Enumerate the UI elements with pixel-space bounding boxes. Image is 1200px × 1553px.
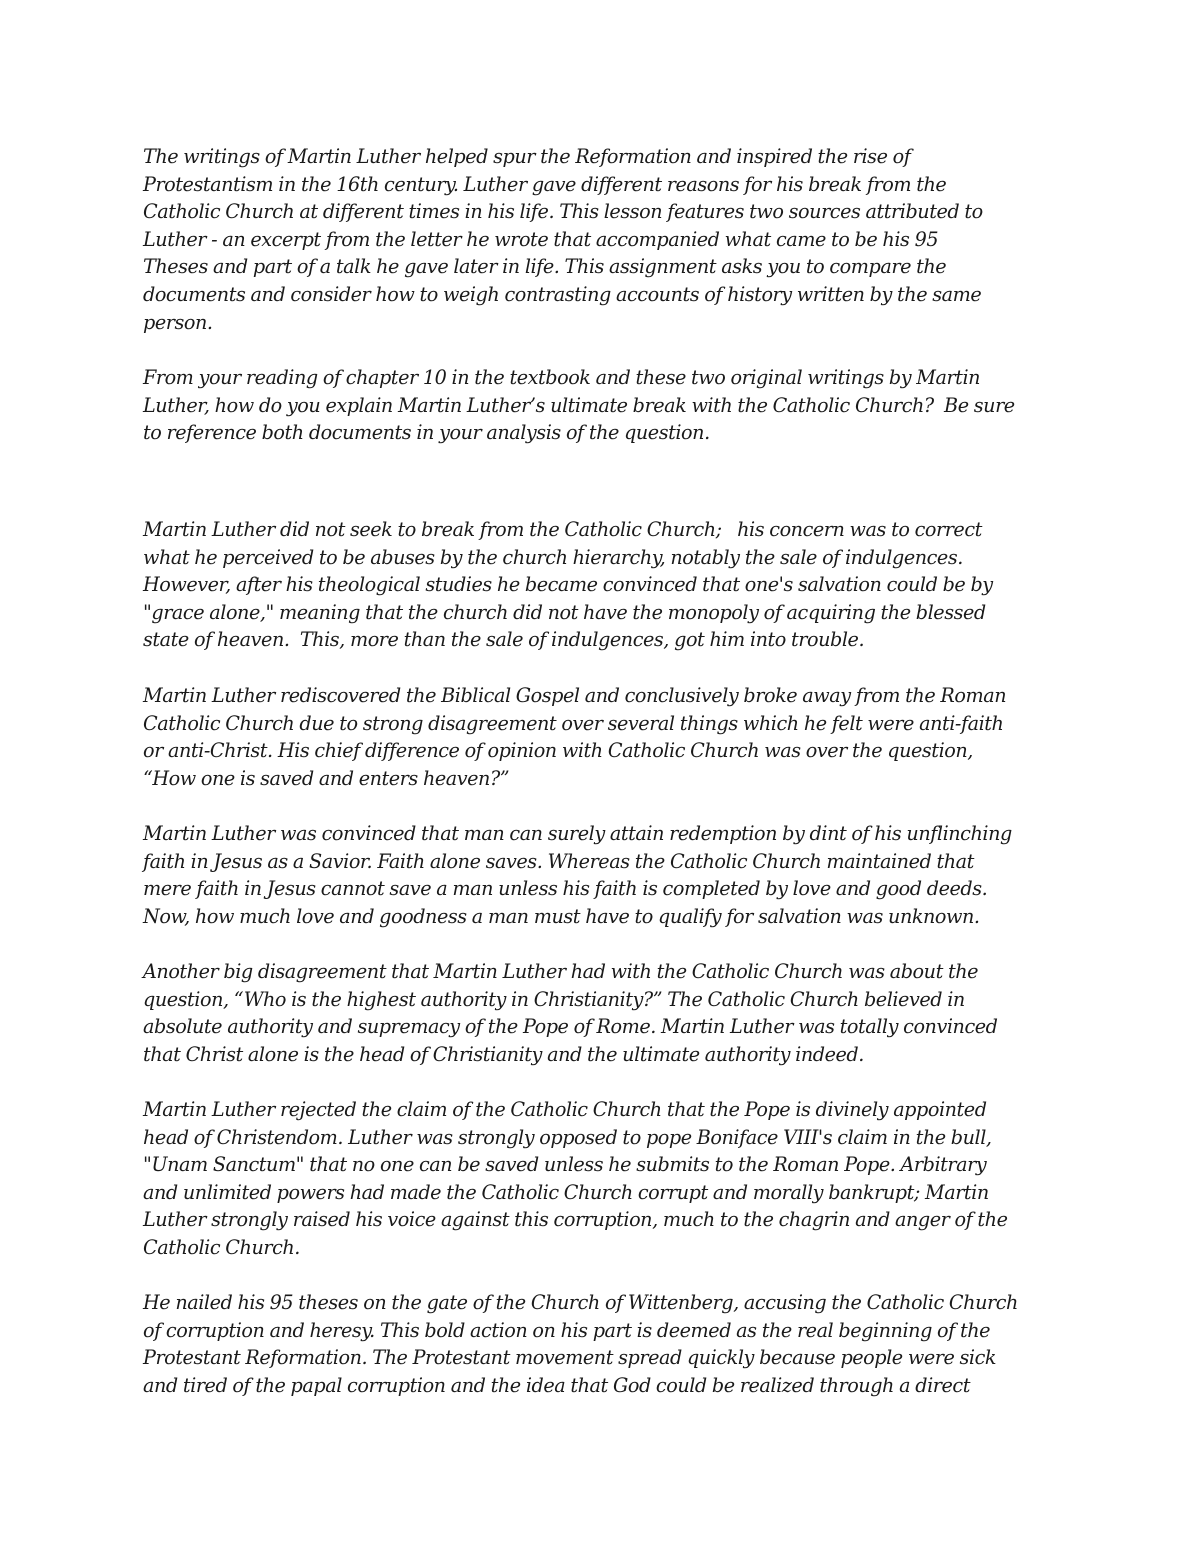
text-line: From your reading of chapter 10 in the textbook and these two original writings by Martin: [143, 366, 981, 389]
text-line: Luther - an excerpt from the letter he wrote that accompanied what came to be his 95: [143, 227, 939, 251]
text-line: and unlimited powers had made the Catholic Church corrupt and morally bankrupt; Martin: [143, 1180, 989, 1204]
answer-paragraph-4: [143, 958, 1063, 1068]
answer-paragraph-2: [143, 682, 1063, 792]
text-line: Protestantism in the 16th century. Luther gave different reasons for his break from the: [143, 172, 947, 196]
assignment-question-paragraph: [143, 364, 1063, 447]
text-line: faith in Jesus as a Savior. Faith alone saves. Whereas the Catholic Church maintained that: [143, 849, 974, 873]
text-line: question, “Who is the highest authority in Christianity?” The Catholic Church believed in: [143, 987, 965, 1011]
text-line: However, after his theological studies he became convinced that one's salvation could be by: [143, 573, 993, 597]
text-line: "grace alone," meaning that the church did not have the monopoly of acquiring the blessed: [143, 600, 986, 624]
text-line: that Christ alone is the head of Christianity and the ultimate authority indeed.: [143, 1042, 864, 1066]
text-line: Martin Luther rediscovered the Biblical Gospel and conclusively broke away from the Roman: [143, 684, 1007, 707]
text-line: “How one is saved and enters heaven?”: [143, 766, 510, 790]
text-line: or anti-Christ. His chief difference of opinion with Catholic Church was over the question,: [143, 739, 973, 763]
text-line: documents and consider how to weigh contrasting accounts of history written by the same: [143, 282, 982, 306]
text-line: to reference both documents in your analysis of the question.: [143, 421, 710, 445]
text-line: Theses and part of a talk he gave later in life. This assignment asks you to compare the: [143, 255, 947, 279]
text-line: of corruption and heresy. This bold action on his part is deemed as the real beginning of the: [143, 1318, 991, 1342]
text-line: state of heaven. This, more than the sale of indulgences, got him into trouble.: [143, 628, 865, 652]
text-line: Protestant Reformation. The Protestant movement spread quickly because people were sick: [143, 1346, 997, 1370]
text-line: Luther strongly raised his voice against this corruption, much to the chagrin and anger of the: [143, 1208, 1008, 1232]
text-line: He nailed his 95 theses on the gate of the Church of Wittenberg, accusing the Catholic Church: [143, 1291, 1018, 1314]
text-line: Another big disagreement that Martin Luther had with the Catholic Church was about the: [143, 960, 979, 983]
answer-paragraph-3: [143, 820, 1063, 930]
text-line: Catholic Church at different times in his life. This lesson features two sources attributed to: [143, 200, 983, 224]
text-line: "Unam Sanctum" that no one can be saved unless he submits to the Roman Pope. Arbitrary: [143, 1153, 987, 1177]
text-line: person.: [143, 310, 213, 334]
answer-paragraph-5: [143, 1096, 1063, 1262]
text-line: what he perceived to be abuses by the church hierarchy, notably the sale of indulgences.: [143, 545, 963, 569]
text-line: The writings of Martin Luther helped spur the Reformation and inspired the rise of: [143, 145, 911, 168]
answer-paragraph-6: [143, 1289, 1063, 1399]
text-line: Martin Luther was convinced that man can surely attain redemption by dint of his unflinching: [143, 822, 1012, 845]
answer-paragraph-1: [143, 516, 1063, 654]
assignment-intro-paragraph: [143, 143, 1063, 336]
text-line: Luther, how do you explain Martin Luther’s ultimate break with the Catholic Church? Be sure: [143, 393, 1015, 417]
text-line: Now, how much love and goodness a man must have to qualify for salvation was unknown.: [143, 904, 980, 928]
text-line: and tired of the papal corruption and the idea that God could be realized through a direct: [143, 1373, 970, 1397]
text-line: Martin Luther rejected the claim of the Catholic Church that the Pope is divinely appointed: [143, 1098, 987, 1121]
text-line: mere faith in Jesus cannot save a man unless his faith is completed by love and good deeds.: [143, 877, 988, 901]
text-line: head of Christendom. Luther was strongly opposed to pope Boniface VIII's claim in the bull,: [143, 1125, 992, 1149]
text-line: Martin Luther did not seek to break from the Catholic Church; his concern was to correct: [143, 518, 982, 541]
text-line: Catholic Church.: [143, 1235, 300, 1259]
text-line: Catholic Church due to strong disagreement over several things which he felt were anti-faith: [143, 711, 1004, 735]
text-line: absolute authority and supremacy of the Pope of Rome. Martin Luther was totally convinced: [143, 1015, 998, 1039]
